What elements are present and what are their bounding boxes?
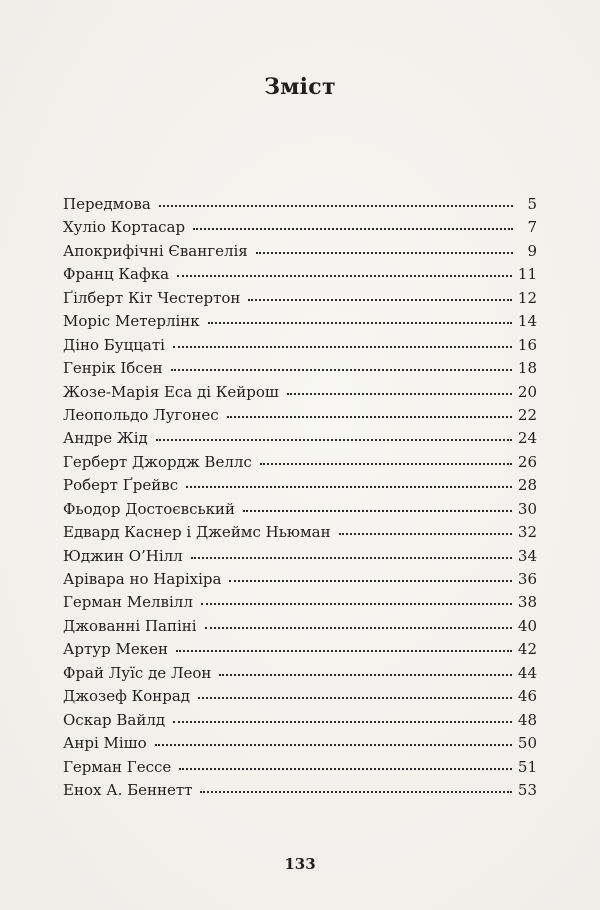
toc-entry-title: Моріс Метерлінк [63, 312, 200, 331]
toc-entry-title: Андре Жід [63, 429, 148, 448]
toc-entry [63, 218, 537, 241]
dot-leader [248, 299, 511, 301]
toc-entry-title: Ґілберт Кіт Честертон [63, 288, 241, 307]
toc-entry-page: 18 [517, 359, 537, 378]
toc-entry [63, 476, 537, 499]
toc-entry [63, 617, 537, 640]
toc-entry-page: 14 [517, 312, 537, 331]
toc-entry [63, 359, 537, 382]
dot-leader [219, 674, 512, 676]
toc-entry-page: 5 [527, 195, 537, 213]
dot-leader [256, 252, 513, 254]
dot-leader [287, 393, 512, 395]
toc-entry-title: Анрі Мішо [63, 734, 147, 753]
toc-entry [63, 406, 537, 429]
toc-entry-page: 12 [517, 288, 537, 307]
dot-leader [179, 768, 512, 770]
toc-entry-title: Арівара но Наріхіра [63, 570, 222, 588]
toc-entry-page: 53 [517, 780, 537, 799]
toc-entry [63, 242, 537, 265]
toc-entry [63, 734, 537, 757]
dot-leader [243, 510, 512, 512]
toc-entry-title: Фрай Луїс де Леон [63, 663, 212, 682]
toc-entry [63, 687, 537, 710]
dot-leader [205, 627, 512, 629]
toc-entry [63, 383, 537, 406]
dot-leader [173, 721, 512, 723]
toc-entry-page: 46 [517, 687, 537, 706]
toc-entry [63, 336, 537, 359]
toc-entry [63, 758, 537, 781]
dot-leader [155, 744, 512, 746]
toc-entry-title: Юджин О’Нілл [63, 546, 183, 565]
toc-entry [63, 523, 537, 546]
page-title: Зміст [264, 74, 336, 100]
dot-leader [260, 463, 512, 465]
page-number: 133 [284, 855, 316, 873]
toc-entry-title: Роберт Ґрейвс [63, 476, 179, 495]
dot-leader [227, 416, 512, 418]
toc-entry-page: 36 [517, 570, 537, 588]
toc-entry-page: 24 [517, 429, 537, 448]
toc-entry [63, 195, 537, 218]
toc-entry-page: 28 [517, 476, 537, 495]
toc-entry [63, 500, 537, 523]
table-of-contents [63, 195, 537, 804]
toc-entry [63, 664, 537, 687]
toc-entry-page: 30 [517, 499, 537, 518]
toc-entry [63, 289, 537, 312]
toc-entry-title: Джованні Папіні [63, 616, 197, 635]
toc-entry-title: Герман Мелвілл [63, 593, 193, 612]
dot-leader [229, 580, 511, 582]
toc-entry-page: 40 [517, 616, 537, 635]
toc-entry-title: Франц Кафка [63, 265, 170, 284]
toc-entry-page: 11 [517, 265, 537, 284]
dot-leader [186, 486, 512, 488]
dot-leader [177, 275, 512, 277]
dot-leader [193, 228, 513, 230]
toc-entry-title: Жозе-Марія Еса ді Кейрош [63, 382, 279, 401]
toc-entry-page: 7 [527, 218, 537, 237]
toc-entry [63, 570, 537, 593]
dot-leader [176, 650, 512, 652]
toc-entry-page: 50 [517, 734, 537, 753]
toc-entry-page: 34 [517, 546, 537, 565]
toc-entry [63, 547, 537, 570]
toc-entry [63, 711, 537, 734]
toc-entry-page: 26 [517, 452, 537, 471]
toc-entry-title: Апокрифічні Євангелія [63, 241, 248, 260]
toc-entry [63, 781, 537, 804]
toc-entry [63, 453, 537, 476]
dot-leader [191, 557, 512, 559]
toc-entry-page: 44 [517, 663, 537, 682]
toc-entry-title: Джозеф Конрад [63, 687, 191, 706]
toc-entry-title: Герберт Джордж Веллс [63, 452, 252, 471]
toc-entry-title: Едвард Каснер і Джеймс Ньюман [63, 523, 331, 542]
toc-entry-page: 32 [517, 523, 537, 542]
toc-entry-title: Артур Мекен [63, 640, 168, 659]
dot-leader [200, 791, 511, 793]
toc-entry-title: Герман Гессе [63, 757, 172, 776]
toc-entry-title: Передмова [63, 195, 151, 213]
toc-entry [63, 265, 537, 288]
toc-entry-title: Хуліо Кортасар [63, 218, 186, 237]
toc-entry-page: 9 [527, 241, 537, 260]
toc-entry [63, 312, 537, 335]
toc-entry [63, 640, 537, 663]
toc-entry-title: Фьодор Достоєвський [63, 499, 236, 518]
toc-entry-page: 22 [517, 405, 537, 424]
dot-leader [208, 322, 512, 324]
toc-entry-title: Оскар Вайлд [63, 710, 166, 729]
toc-entry-page: 38 [517, 593, 537, 612]
toc-entry-title: Генрік Ібсен [63, 359, 163, 378]
toc-entry-page: 42 [517, 640, 537, 659]
toc-entry-page: 48 [517, 710, 537, 729]
dot-leader [171, 369, 512, 371]
toc-entry-page: 51 [517, 757, 537, 776]
toc-entry-title: Леопольдо Лугонес [63, 405, 219, 424]
toc-entry [63, 429, 537, 452]
toc-entry-title: Енох А. Беннетт [63, 780, 193, 799]
dot-leader [159, 205, 513, 207]
dot-leader [156, 439, 512, 441]
toc-entry-page: 16 [517, 335, 537, 354]
toc-entry-title: Діно Буццаті [63, 335, 165, 354]
toc-entry-page: 20 [517, 382, 537, 401]
dot-leader [201, 603, 512, 605]
toc-entry [63, 593, 537, 616]
dot-leader [339, 533, 512, 535]
dot-leader [198, 697, 512, 699]
dot-leader [173, 346, 512, 348]
